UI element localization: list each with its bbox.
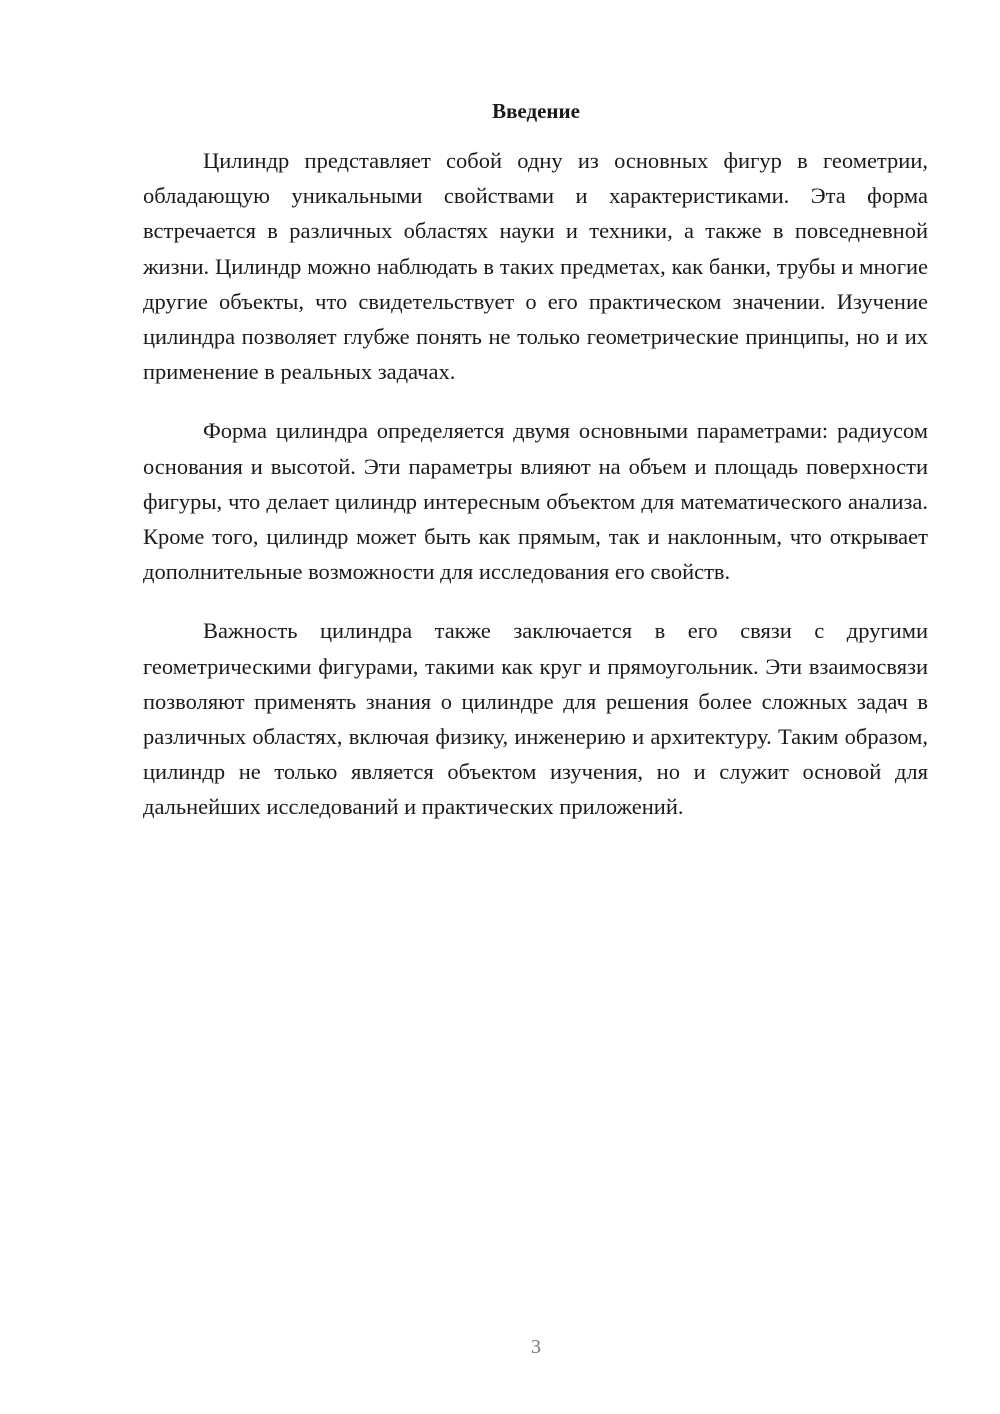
body-text (143, 143, 928, 849)
paragraph-3: Важность цилиндра также заключается в его связи с другими геометрическими фигурами, такими как круг и прямоугольник. Эти взаимосвязи позволяют применять знания о цилиндре для решения более сложных задач в различных областях, включая физику, инженерию и архитектуру. Таким образом, цилиндр не только является объектом изучения, но и служит основой для дальнейших исследований и практических приложений. (143, 618, 928, 820)
paragraph-1: Цилиндр представляет собой одну из основных фигур в геометрии, обладающую уникальными свойствами и характеристиками. Эта форма встречается в различных областях науки и техники, а также в повседневной жизни. Цилиндр можно наблюдать в таких предметах, как банки, трубы и многие другие объекты, что свидетельствует о его практическом значении. Изучение цилиндра позволяет глубже понять не только геометрические принципы, но и их применение в реальных задачах. (143, 148, 928, 385)
page-number: 3 (531, 1336, 541, 1358)
paragraph-2: Форма цилиндра определяется двумя основными параметрами: радиусом основания и высотой. Эти параметры влияют на объем и площадь поверхности фигуры, что делает цилиндр интересным объектом для математического анализа. Кроме того, цилиндр может быть как прямым, так и наклонным, что открывает дополнительные возможности для исследования его свойств. (143, 418, 928, 585)
section-heading: Введение (492, 99, 580, 123)
